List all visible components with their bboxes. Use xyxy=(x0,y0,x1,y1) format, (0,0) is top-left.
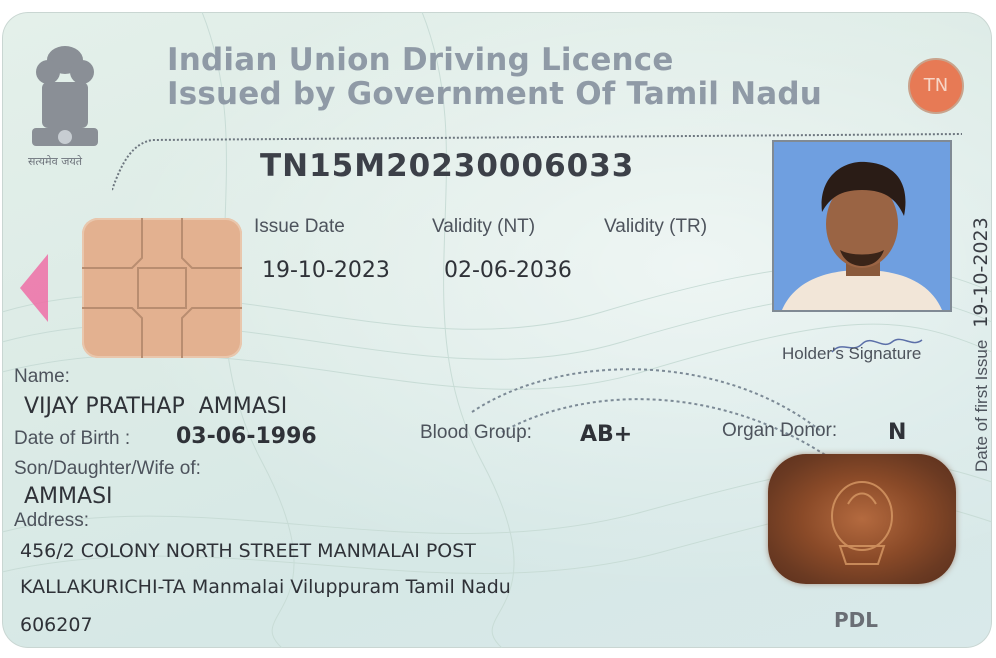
validity-nt-value: 02-06-2036 xyxy=(444,258,572,283)
state-badge: TN xyxy=(908,58,964,114)
holder-photo xyxy=(772,140,952,312)
driving-licence-card xyxy=(2,12,992,648)
address-line3: 606207 xyxy=(20,614,93,636)
validity-tr-label: Validity (TR) xyxy=(604,216,708,237)
blood-group-label: Blood Group: xyxy=(420,422,532,443)
address-line1: 456/2 COLONY NORTH STREET MANMALAI POST xyxy=(20,540,476,562)
address-label: Address: xyxy=(14,510,89,531)
card-title-line1: Indian Union Driving Licence xyxy=(167,42,674,78)
card-title-line2: Issued by Government Of Tamil Nadu xyxy=(167,76,823,112)
holder-signature-label: Holder's Signature xyxy=(782,344,922,363)
validity-nt-label: Validity (NT) xyxy=(432,216,536,237)
dob-value: 03-06-1996 xyxy=(176,424,317,449)
issue-date-value: 19-10-2023 xyxy=(262,258,390,283)
relation-name-value: AMMASI xyxy=(24,484,113,509)
security-arrow-icon xyxy=(18,248,54,328)
date-first-issue-label: Date of first Issue xyxy=(972,339,991,472)
hologram-seal xyxy=(768,454,956,584)
licence-number: TN15M20230006033 xyxy=(260,148,635,184)
organ-donor-value: N xyxy=(888,420,907,445)
issue-date-label: Issue Date xyxy=(254,216,345,237)
relation-label: Son/Daughter/Wife of: xyxy=(14,458,201,479)
name-value: VIJAY PRATHAP AMMASI xyxy=(24,394,288,419)
address-line2: KALLAKURICHI-TA Manmalai Viluppuram Tamil Nadu xyxy=(20,576,511,598)
hologram-emblem-icon xyxy=(768,454,956,584)
holder-portrait-icon xyxy=(774,142,950,310)
dob-label: Date of Birth : xyxy=(14,428,131,449)
smart-chip xyxy=(82,218,242,358)
emblem-caption: सत्यमेव जयते xyxy=(28,155,83,168)
name-label: Name: xyxy=(14,366,70,387)
organ-donor-label: Organ Donor: xyxy=(722,420,838,441)
pdl-label: PDL xyxy=(834,608,879,632)
blood-group-value: AB+ xyxy=(580,422,633,447)
date-of-first-issue xyxy=(964,182,992,472)
date-first-issue-value: 19-10-2023 xyxy=(970,217,992,328)
chip-contacts-icon xyxy=(82,218,242,358)
